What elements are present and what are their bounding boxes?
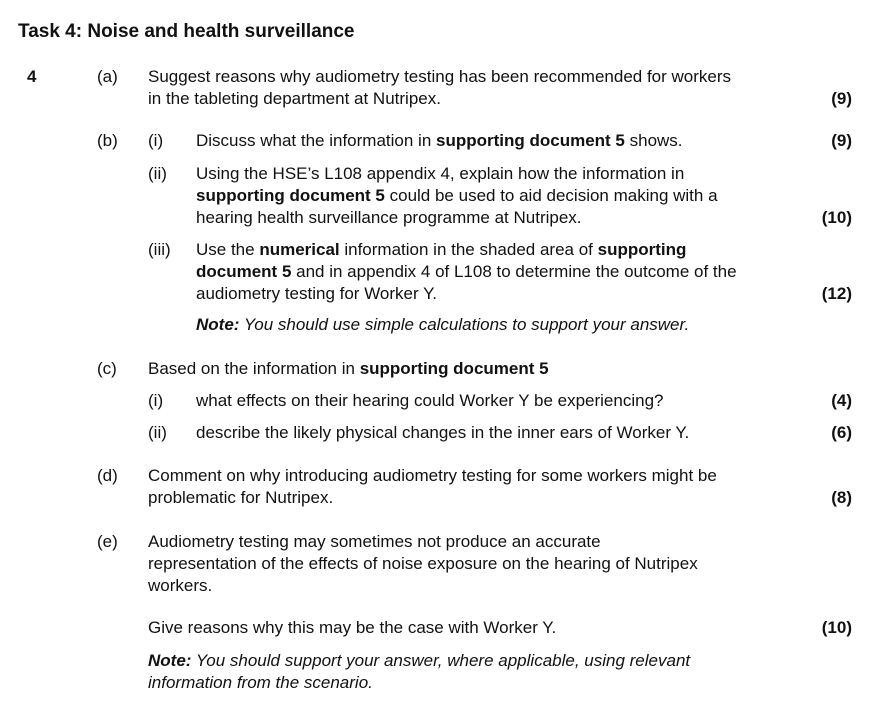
part-c-label: (c) — [97, 359, 117, 378]
part-b-iii-label: (iii) — [148, 240, 171, 259]
part-b-i-marks: (9) — [831, 131, 852, 150]
part-b-iii-marks: (12) — [821, 284, 852, 303]
part-b-iii-text: Use the numerical information in the shaded area of supporting document 5 and in appendix 4 of L108 to determine the outcome of the audiometry testing for Worker Y. — [196, 240, 737, 303]
question-number: 4 — [27, 67, 37, 86]
part-e-marks: (10) — [821, 618, 852, 637]
part-e-label: (e) — [97, 532, 118, 551]
part-c-i-label: (i) — [148, 391, 164, 410]
part-c-i-marks: (4) — [831, 391, 852, 410]
part-c-ii-text: describe the likely physical changes in the inner ears of Worker Y. — [196, 423, 690, 442]
part-d-text: Comment on why introducing audiometry testing for some workers might be problematic for Nutripex. — [148, 466, 717, 507]
part-c-i-text: what effects on their hearing could Worker Y be experiencing? — [196, 391, 664, 410]
part-e-give-reasons: Give reasons why this may be the case with Worker Y. — [148, 618, 557, 637]
part-b-ii-text: Using the HSE’s L108 appendix 4, explain how the information in supporting document 5 could be used to aid decision making with a hearing health surveillance programme at Nutripex. — [196, 164, 718, 227]
part-b-i-label: (i) — [148, 131, 164, 150]
part-b-note: Note: You should use simple calculations to support your answer. — [196, 315, 690, 334]
part-b-i-text: Discuss what the information in supporting document 5 shows. — [196, 131, 683, 150]
part-e-note: Note: You should support your answer, where applicable, using relevant information from the scenario. — [148, 651, 691, 692]
part-b-label: (b) — [97, 131, 118, 150]
part-a-text: Suggest reasons why audiometry testing has been recommended for workers in the tableting department at Nutripex. — [148, 67, 732, 108]
part-c-ii-label: (ii) — [148, 423, 167, 442]
part-c-text: Based on the information in supporting document 5 — [148, 359, 549, 378]
part-b-ii-label: (ii) — [148, 164, 167, 183]
part-b-ii-marks: (10) — [821, 208, 852, 227]
part-d-marks: (8) — [831, 488, 852, 507]
task-title: Task 4: Noise and health surveillance — [18, 21, 355, 42]
part-d-label: (d) — [97, 466, 118, 485]
part-e-text: Audiometry testing may sometimes not produce an accurate representation of the effects of noise exposure on the hearing of Nutripex workers. — [148, 532, 698, 595]
part-a-label: (a) — [97, 67, 118, 86]
part-a-marks: (9) — [831, 89, 852, 108]
part-c-ii-marks: (6) — [831, 423, 852, 442]
